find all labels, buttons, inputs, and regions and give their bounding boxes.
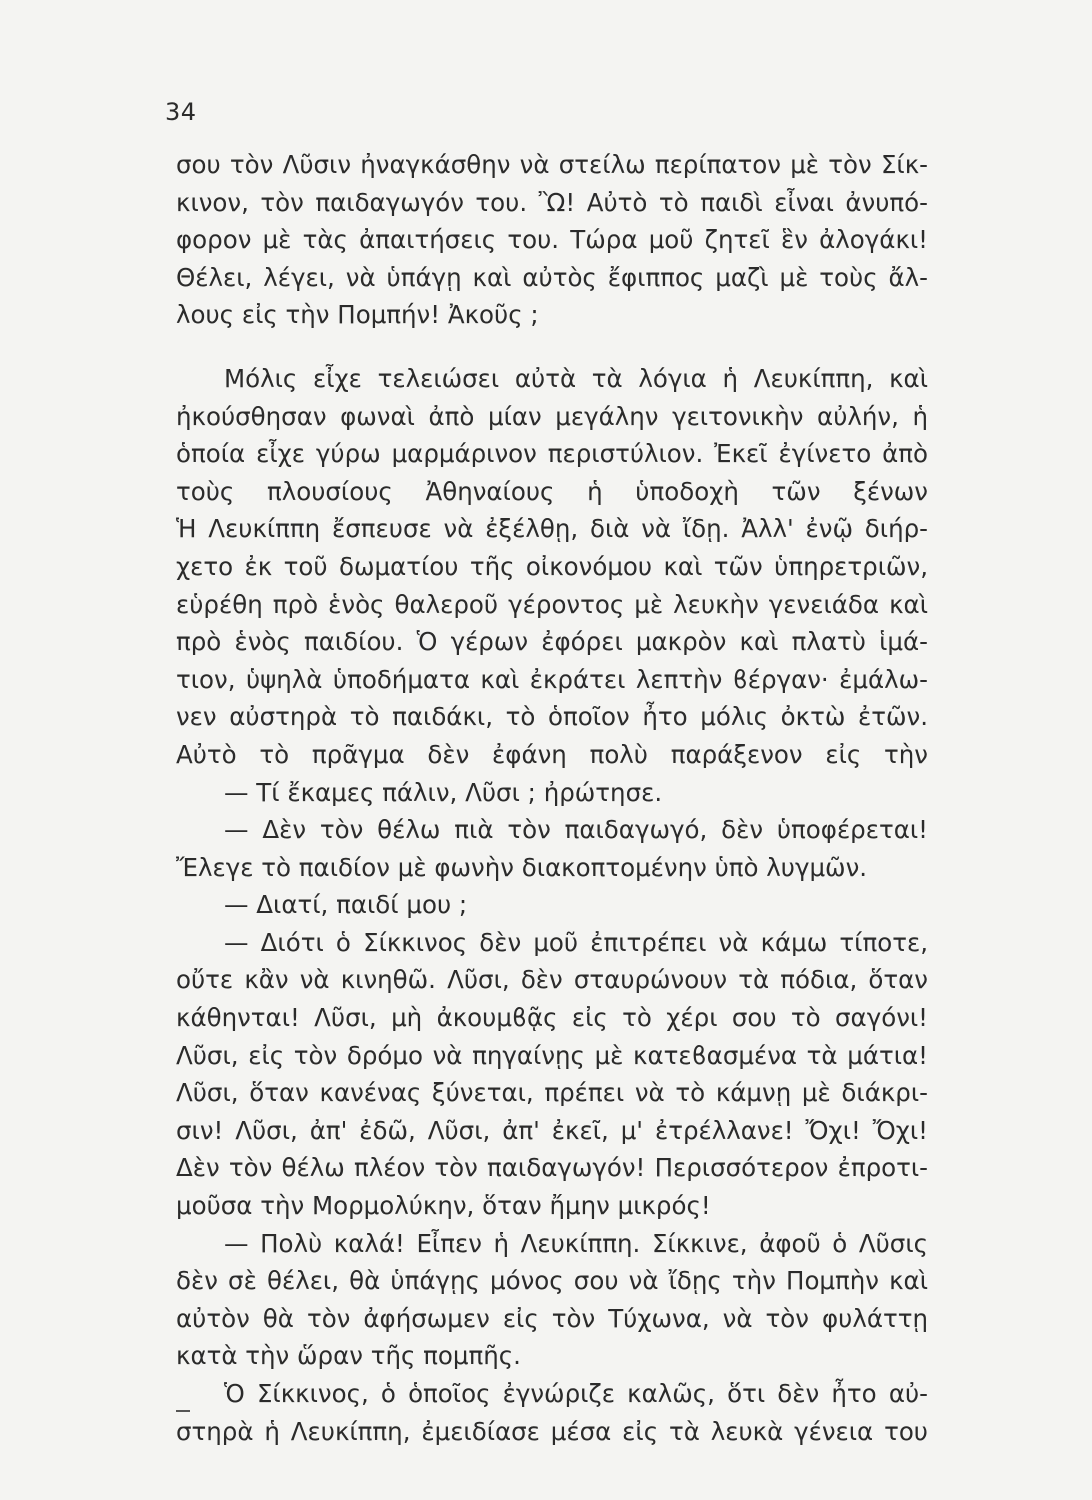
text-line: πρὸ ἑνὸς παιδίου. Ὁ γέρων ἐφόρει μακρὸν καὶ πλατὺ ἱμά- [176, 627, 928, 657]
text-line: — Δὲν τὸν θέλω πιὰ τὸν παιδαγωγό, δὲν ὑποφέρεται! [224, 815, 928, 845]
body-text [176, 146, 928, 1450]
text-line: χετο ἐκ τοῦ δωματίου τῆς οἰκονόμου καὶ τῶν ὑπηρετριῶν, [176, 551, 928, 581]
paragraph [176, 886, 928, 924]
text-line: τοὺς πλουσίους Ἀθηναίους ἡ ὑποδοχὴ τῶν ξένων [176, 476, 928, 506]
text-line: — Διότι ὁ Σίκκινος δὲν μοῦ ἐπιτρέπει νὰ κάμω τίποτε, [224, 927, 928, 957]
text-line: κάθηνται! Λῦσι, μὴ ἀκουμϐᾷς εἰς τὸ χέρι σου τὸ σαγόνι! [176, 1003, 928, 1033]
text-line: κινον, τὸν παιδαγωγόν του. Ὢ! Αὐτὸ τὸ παιδὶ εἶναι ἀνυπό- [176, 187, 928, 217]
paragraph [176, 146, 928, 334]
text-line: — Τί ἔκαμες πάλιν, Λῦσι ; ἠρώτησε. [224, 777, 663, 807]
paragraph [176, 1225, 928, 1375]
text-line: εὑρέθη πρὸ ἑνὸς θαλεροῦ γέροντος μὲ λευκὴν γενειάδα καὶ [176, 589, 928, 619]
text-line: Ὁ Σίκκινος, ὁ ὁποῖος ἐγνώριζε καλῶς, ὅτι δὲν ἦτο αὐ- [224, 1379, 928, 1408]
paragraph [176, 1375, 928, 1450]
text-line: Αὐτὸ τὸ πρᾶγμα δὲν ἐφάνη πολὺ παράξενον εἰς τὴν [176, 739, 928, 769]
text-line: οὔτε κἂν νὰ κινηθῶ. Λῦσι, δὲν σταυρώνουν τὰ πόδια, ὅταν [176, 965, 928, 995]
text-line: Θέλει, λέγει, νὰ ὑπάγῃ καὶ αὐτὸς ἔφιππος μαζὶ μὲ τοὺς ἄλ- [176, 262, 928, 292]
text-line: φορον μὲ τὰς ἀπαιτήσεις του. Τώρα μοῦ ζητεῖ ἓν ἀλογάκι! [176, 225, 928, 255]
paragraph [176, 774, 928, 812]
text-line: σιν! Λῦσι, ἀπ' ἐδῶ, Λῦσι, ἀπ' ἐκεῖ, μ' ἐτρέλλανε! Ὄχι! Ὄχι! [176, 1115, 928, 1145]
text-line: Λῦσι, ὅταν κανένας ξύνεται, πρέπει νὰ τὸ κάμνῃ μὲ διάκρι- [176, 1078, 928, 1108]
text-line: ὁποία εἶχε γύρω μαρμάρινον περιστύλιον. Ἐκεῖ ἐγίνετο ἀπὸ [176, 439, 928, 469]
text-line: αὐτὸν θὰ τὸν ἀφήσωμεν εἰς τὸν Τύχωνα, νὰ τὸν φυλάττῃ [176, 1303, 928, 1333]
text-line: νεν αὐστηρὰ τὸ παιδάκι, τὸ ὁποῖον ἦτο μόλις ὀκτὼ ἐτῶν. [176, 702, 928, 732]
paragraph [176, 360, 928, 774]
paragraph [176, 924, 928, 1225]
text-line: σου τὸν Λῦσιν ἠναγκάσθην νὰ στείλω περίπατον μὲ τὸν Σίκ- [176, 150, 928, 179]
text-line: τιον, ὑψηλὰ ὑποδήματα καὶ ἐκράτει λεπτὴν ϐέργαν· ἐμάλω- [176, 664, 928, 694]
text-line: Ἡ Λευκίππη ἔσπευσε νὰ ἐξέλθῃ, διὰ νὰ ἴδῃ. Ἀλλ' ἐνῷ διήρ- [176, 514, 928, 544]
text-line: Λῦσι, εἰς τὸν δρόμο νὰ πηγαίνῃς μὲ κατεϐασμένα τὰ μάτια! [176, 1040, 928, 1070]
text-line: στηρὰ ἡ Λευκίππη, ἐμειδίασε μέσα εἰς τὰ λευκὰ γένεια του [176, 1416, 928, 1446]
text-line: Μόλις εἶχε τελειώσει αὐτὰ τὰ λόγια ἡ Λευκίππη, καὶ [224, 363, 928, 393]
text-line: κατὰ τὴν ὥραν τῆς πομπῆς. [176, 1341, 521, 1371]
paragraph [176, 811, 928, 886]
text-line: ἠκούσθησαν φωναὶ ἀπὸ μίαν μεγάλην γειτονικὴν αὐλήν, ἡ [176, 401, 928, 431]
page-number: 34 [165, 98, 197, 126]
paragraph-gap [176, 334, 928, 360]
text-line: — Διατί, παιδί μου ; [224, 890, 468, 920]
text-line: μοῦσα τὴν Μορμολύκην, ὅταν ἤμην μικρός! [176, 1191, 711, 1221]
text-line: — Πολὺ καλά! Εἶπεν ἡ Λευκίππη. Σίκκινε, ἀφοῦ ὁ Λῦσις [224, 1228, 928, 1258]
text-line: Ἔλεγε τὸ παιδίον μὲ φωνὴν διακοπτομένην ὑπὸ λυγμῶν. [176, 852, 868, 882]
text-line: δὲν σὲ θέλει, θὰ ὑπάγῃς μόνος σου νὰ ἴδῃς τὴν Πομπὴν καὶ [176, 1266, 928, 1296]
text-line: Δὲν τὸν θέλω πλέον τὸν παιδαγωγόν! Περισσότερον ἐπροτι- [176, 1153, 928, 1183]
text-line: λους εἰς τὴν Πομπήν! Ἀκοῦς ; [176, 300, 539, 330]
